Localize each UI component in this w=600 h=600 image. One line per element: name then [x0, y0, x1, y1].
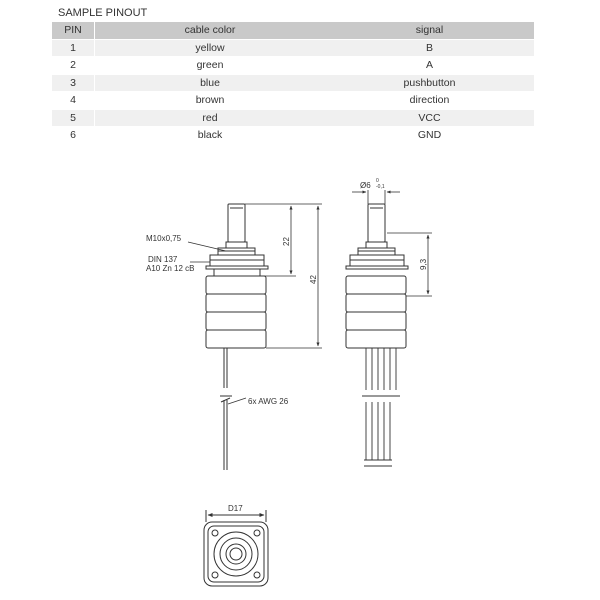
header-cable-color: cable color: [95, 22, 326, 39]
signal-cell: A: [325, 57, 534, 75]
top-view: [204, 510, 268, 586]
cable-color-cell: green: [95, 57, 326, 75]
dim-d17-label: D17: [228, 504, 243, 513]
dim-tol-upper: 0: [376, 178, 379, 184]
cable-color-cell: black: [95, 127, 326, 145]
signal-cell: direction: [325, 92, 534, 110]
cable-color-cell: brown: [95, 92, 326, 110]
dim-42-label: 42: [309, 275, 318, 284]
cable-label: 6x AWG 26: [248, 397, 289, 406]
hex-nut: [206, 255, 268, 276]
dim-tol-lower: -0,1: [376, 184, 385, 190]
page-title: SAMPLE PINOUT: [58, 7, 148, 19]
pin-cell: 1: [52, 39, 95, 57]
dim-22-label: 22: [282, 237, 291, 246]
signal-cell: B: [325, 39, 534, 57]
header-signal: signal: [325, 22, 534, 39]
encoder-body: [206, 276, 266, 348]
signal-cell: VCC: [325, 109, 534, 127]
front-view: [206, 204, 268, 470]
pin-cell: 5: [52, 109, 95, 127]
side-view: [346, 204, 408, 348]
cable-side: [220, 348, 232, 470]
cable-color-cell: red: [95, 109, 326, 127]
wire-bundle: [362, 348, 400, 466]
signal-cell: GND: [325, 127, 534, 145]
shaft: [226, 204, 247, 248]
thread-collar: [218, 248, 255, 255]
washer-label: A10 Zn 12 cB: [146, 264, 195, 273]
pin-cell: 3: [52, 74, 95, 92]
cable-color-cell: blue: [95, 74, 326, 92]
thread-label: M10x0,75: [146, 234, 182, 243]
dim-diameter-label: Ø6: [360, 181, 371, 190]
header-pin: PIN: [52, 22, 95, 39]
cable-color-cell: yellow: [95, 39, 326, 57]
din-label: DIN 137: [148, 255, 178, 264]
signal-cell: pushbutton: [325, 74, 534, 92]
pin-cell: 2: [52, 57, 95, 75]
pin-cell: 6: [52, 127, 95, 145]
pin-cell: 4: [52, 92, 95, 110]
side-dimensions: [352, 190, 432, 296]
dim-9-3-label: 9,3: [419, 258, 428, 270]
